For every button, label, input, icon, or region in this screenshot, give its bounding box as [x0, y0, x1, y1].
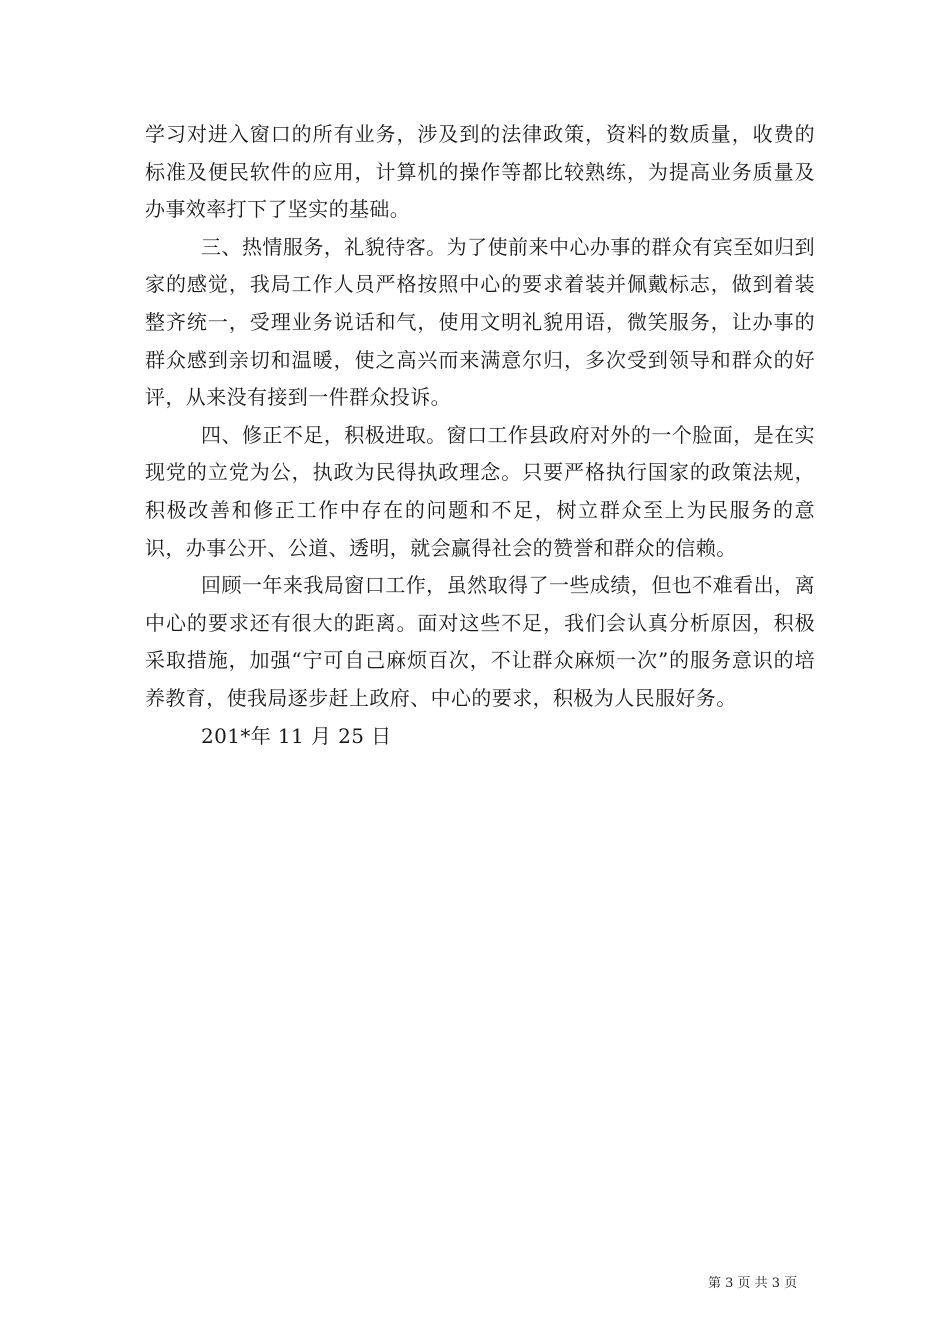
paragraph-continued: 学习对进入窗口的所有业务，涉及到的法律政策，资料的数质量，收费的标准及便民软件的应用，计算机的操作等都比较熟练，为提高业务质量及办事效率打下了坚实的基础。	[145, 122, 815, 222]
paragraph-review: 回顾一年来我局窗口工作，虽然取得了一些成绩，但也不难看出，离中心的要求还有很大的距离。面对这些不足，我们会认真分析原因，积极采取措施，加强“宁可自己麻烦百次，不让群众麻烦一次”的服务意识的培养教育，使我局逐步赶上政府、中心的要求，积极为人民服好务。	[145, 573, 815, 710]
document-body	[145, 116, 815, 755]
paragraph-improvement: 四、修正不足，积极进取。窗口工作县政府对外的一个脸面，是在实现党的立党为公，执政为民得执政理念。只要严格执行国家的政策法规，积极改善和修正工作中存在的问题和不足，树立群众至上为民服务的意识，办事公开、公道、透明，就会赢得社会的赞誉和群众的信赖。	[145, 422, 815, 560]
paragraph-service: 三、热情服务，礼貌待客。为了使前来中心办事的群众有宾至如归到家的感觉，我局工作人员严格按照中心的要求着装并佩戴标志，做到着装整齐统一，受理业务说话和气，使用文明礼貌用语，微笑服务，让办事的群众感到亲切和温暖，使之高兴而来满意尔归，多次受到领导和群众的好评，从来没有接到一件群众投诉。	[145, 234, 815, 410]
page-number: 第 3 页 共 3 页	[708, 1276, 798, 1291]
document-date: 201*年 11 月 25 日	[201, 723, 392, 748]
